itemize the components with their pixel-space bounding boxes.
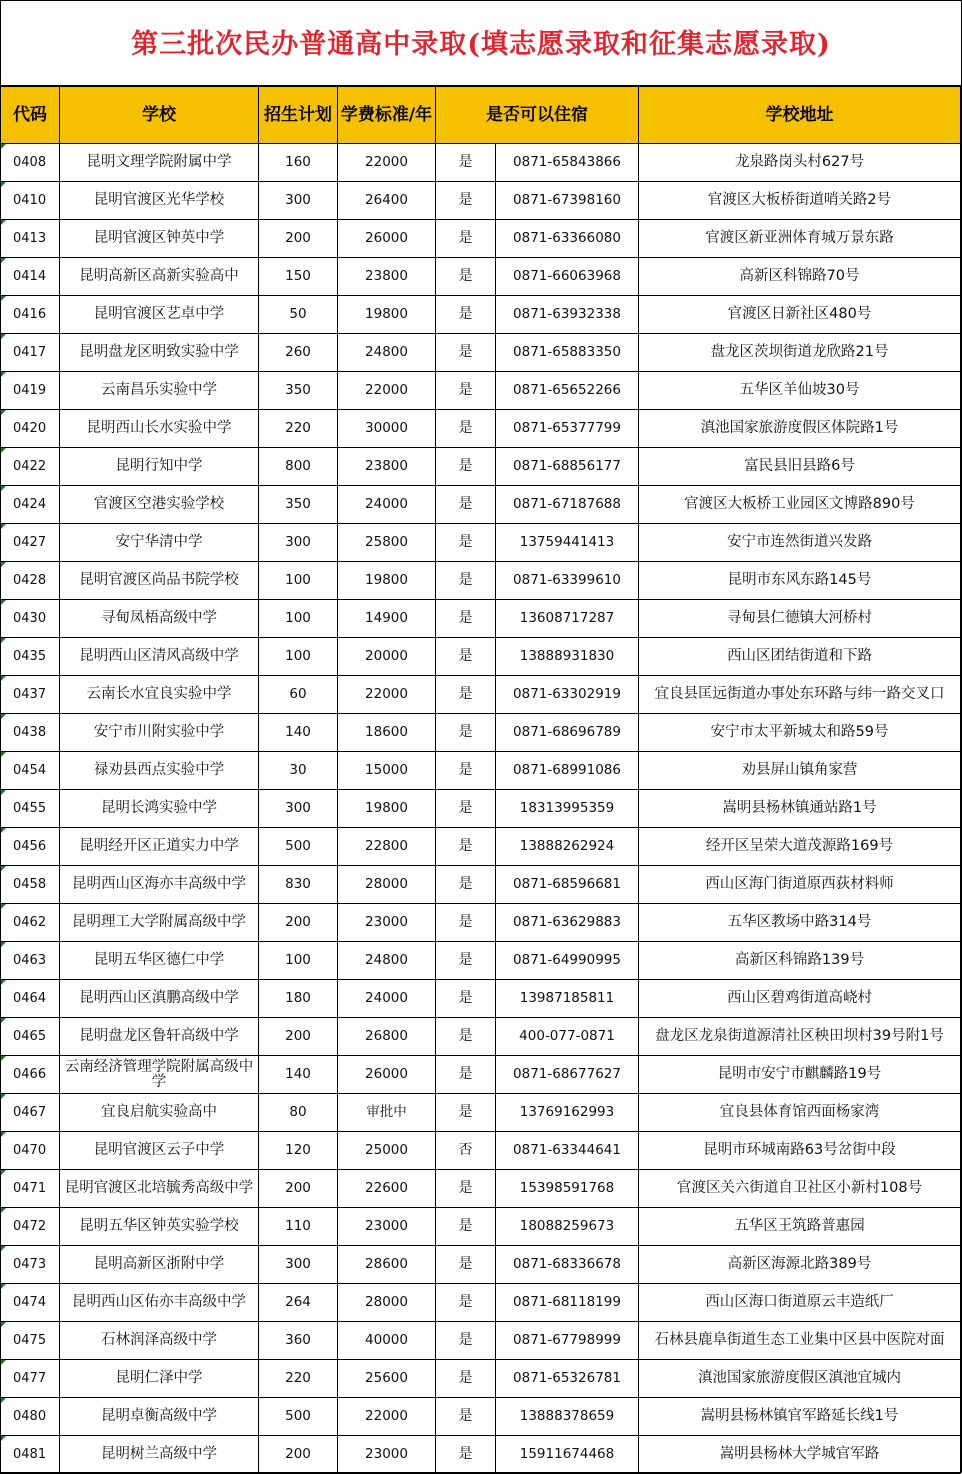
cell-plan: 264 — [259, 1284, 338, 1322]
table-row — [1, 676, 961, 714]
cell-code: 0430 — [1, 600, 60, 638]
cell-code: 0413 — [1, 220, 60, 258]
cell-school: 昆明行知中学 — [60, 448, 259, 486]
cell-school: 昆明经开区正道实力中学 — [60, 828, 259, 866]
cell-address: 五华区羊仙坡30号 — [639, 372, 961, 410]
cell-fee: 25000 — [338, 1132, 436, 1170]
table-row — [1, 334, 961, 372]
cell-fee: 24800 — [338, 334, 436, 372]
cell-code: 0454 — [1, 752, 60, 790]
cell-boarding: 是 — [436, 1208, 496, 1246]
cell-school: 昆明仁泽中学 — [60, 1360, 259, 1398]
cell-boarding: 是 — [436, 1284, 496, 1322]
cell-boarding: 是 — [436, 220, 496, 258]
table-row — [1, 144, 961, 182]
cell-phone: 0871-66063968 — [496, 258, 639, 296]
cell-plan: 80 — [259, 1094, 338, 1132]
cell-boarding: 是 — [436, 410, 496, 448]
cell-address: 昆明市环城南路63号岔街中段 — [639, 1132, 961, 1170]
cell-code: 0471 — [1, 1170, 60, 1208]
cell-school: 昆明高新区浙附中学 — [60, 1246, 259, 1284]
cell-boarding: 是 — [436, 562, 496, 600]
cell-phone: 15911674468 — [496, 1436, 639, 1474]
cell-phone: 0871-68677627 — [496, 1056, 639, 1094]
cell-fee: 24000 — [338, 486, 436, 524]
cell-fee: 28600 — [338, 1246, 436, 1284]
cell-code: 0408 — [1, 144, 60, 182]
table-row — [1, 486, 961, 524]
cell-address: 富民县旧县路6号 — [639, 448, 961, 486]
cell-code: 0455 — [1, 790, 60, 828]
cell-fee: 26400 — [338, 182, 436, 220]
cell-fee: 19800 — [338, 562, 436, 600]
cell-plan: 200 — [259, 1436, 338, 1474]
cell-school: 安宁市川附实验中学 — [60, 714, 259, 752]
cell-boarding: 否 — [436, 1132, 496, 1170]
cell-code: 0428 — [1, 562, 60, 600]
cell-boarding: 是 — [436, 790, 496, 828]
cell-plan: 140 — [259, 714, 338, 752]
cell-school: 昆明官渡区钟英中学 — [60, 220, 259, 258]
cell-school: 昆明高新区高新实验高中 — [60, 258, 259, 296]
cell-address: 安宁市连然街道兴发路 — [639, 524, 961, 562]
cell-fee: 22000 — [338, 144, 436, 182]
cell-address: 官渡区大板桥街道哨关路2号 — [639, 182, 961, 220]
cell-school: 石林润泽高级中学 — [60, 1322, 259, 1360]
table-row — [1, 448, 961, 486]
cell-fee: 30000 — [338, 410, 436, 448]
cell-school: 禄劝县西点实验中学 — [60, 752, 259, 790]
table-row — [1, 790, 961, 828]
cell-school: 昆明盘龙区明致实验中学 — [60, 334, 259, 372]
table-row — [1, 942, 961, 980]
cell-school: 昆明盘龙区鲁轩高级中学 — [60, 1018, 259, 1056]
table-row — [1, 220, 961, 258]
cell-boarding: 是 — [436, 638, 496, 676]
cell-address: 宜良县体育馆西面杨家湾 — [639, 1094, 961, 1132]
cell-phone: 400-077-0871 — [496, 1018, 639, 1056]
cell-phone: 0871-68118199 — [496, 1284, 639, 1322]
page-title: 第三批次民办普通高中录取(填志愿录取和征集志愿录取) — [1, 1, 961, 86]
cell-phone: 0871-68336678 — [496, 1246, 639, 1284]
cell-phone: 0871-63932338 — [496, 296, 639, 334]
cell-address: 西山区团结街道和下路 — [639, 638, 961, 676]
header-school: 学校 — [60, 87, 259, 144]
cell-boarding: 是 — [436, 486, 496, 524]
cell-address: 五华区教场中路314号 — [639, 904, 961, 942]
cell-code: 0474 — [1, 1284, 60, 1322]
table-row — [1, 1056, 961, 1094]
cell-code: 0422 — [1, 448, 60, 486]
table-row — [1, 752, 961, 790]
cell-address: 昆明市东风东路145号 — [639, 562, 961, 600]
table-row — [1, 182, 961, 220]
cell-school: 昆明官渡区尚品书院学校 — [60, 562, 259, 600]
cell-boarding: 是 — [436, 1398, 496, 1436]
cell-code: 0480 — [1, 1398, 60, 1436]
cell-fee: 26000 — [338, 220, 436, 258]
cell-address: 劝县屏山镇角家营 — [639, 752, 961, 790]
header-plan: 招生计划 — [259, 87, 338, 144]
cell-boarding: 是 — [436, 372, 496, 410]
cell-plan: 200 — [259, 220, 338, 258]
cell-school: 昆明西山区清风高级中学 — [60, 638, 259, 676]
cell-phone: 0871-67798999 — [496, 1322, 639, 1360]
cell-code: 0424 — [1, 486, 60, 524]
cell-school: 云南经济管理学院附属高级中学 — [60, 1056, 259, 1094]
table-row — [1, 1132, 961, 1170]
table-row — [1, 410, 961, 448]
cell-fee: 24800 — [338, 942, 436, 980]
cell-boarding: 是 — [436, 904, 496, 942]
cell-plan: 30 — [259, 752, 338, 790]
table-row — [1, 524, 961, 562]
cell-code: 0438 — [1, 714, 60, 752]
cell-code: 0473 — [1, 1246, 60, 1284]
cell-address: 官渡区关六街道自卫社区小新村108号 — [639, 1170, 961, 1208]
cell-school: 昆明西山区佑亦丰高级中学 — [60, 1284, 259, 1322]
cell-fee: 22600 — [338, 1170, 436, 1208]
cell-plan: 50 — [259, 296, 338, 334]
table-row — [1, 714, 961, 752]
table-row — [1, 562, 961, 600]
cell-fee: 19800 — [338, 296, 436, 334]
cell-fee: 40000 — [338, 1322, 436, 1360]
cell-fee: 22800 — [338, 828, 436, 866]
cell-phone: 13769162993 — [496, 1094, 639, 1132]
cell-code: 0464 — [1, 980, 60, 1018]
table-row — [1, 1208, 961, 1246]
cell-plan: 100 — [259, 942, 338, 980]
cell-school: 昆明卓衡高级中学 — [60, 1398, 259, 1436]
cell-school: 昆明文理学院附属中学 — [60, 144, 259, 182]
cell-school: 云南昌乐实验中学 — [60, 372, 259, 410]
cell-address: 昆明市安宁市麒麟路19号 — [639, 1056, 961, 1094]
table-row — [1, 638, 961, 676]
table-row — [1, 372, 961, 410]
cell-fee: 25600 — [338, 1360, 436, 1398]
cell-code: 0465 — [1, 1018, 60, 1056]
cell-boarding: 是 — [436, 600, 496, 638]
cell-boarding: 是 — [436, 1170, 496, 1208]
cell-code: 0466 — [1, 1056, 60, 1094]
cell-boarding: 是 — [436, 258, 496, 296]
cell-address: 嵩明县杨林镇通站路1号 — [639, 790, 961, 828]
cell-boarding: 是 — [436, 334, 496, 372]
cell-fee: 22000 — [338, 1398, 436, 1436]
cell-fee: 23000 — [338, 904, 436, 942]
cell-plan: 500 — [259, 828, 338, 866]
cell-address: 西山区海门街道原西荻材料师 — [639, 866, 961, 904]
cell-fee: 26800 — [338, 1018, 436, 1056]
cell-phone: 13888378659 — [496, 1398, 639, 1436]
cell-plan: 260 — [259, 334, 338, 372]
cell-boarding: 是 — [436, 182, 496, 220]
header-boarding: 是否可以住宿 — [436, 87, 639, 144]
table-row — [1, 600, 961, 638]
table-body — [1, 144, 961, 1474]
header-row — [1, 87, 961, 144]
cell-code: 0417 — [1, 334, 60, 372]
cell-fee: 19800 — [338, 790, 436, 828]
cell-phone: 13888262924 — [496, 828, 639, 866]
cell-boarding: 是 — [436, 1436, 496, 1474]
cell-code: 0458 — [1, 866, 60, 904]
table-row — [1, 866, 961, 904]
cell-address: 寻甸县仁德镇大河桥村 — [639, 600, 961, 638]
cell-code: 0472 — [1, 1208, 60, 1246]
table-row — [1, 1170, 961, 1208]
cell-address: 高新区科锦路139号 — [639, 942, 961, 980]
cell-plan: 830 — [259, 866, 338, 904]
cell-boarding: 是 — [436, 1056, 496, 1094]
cell-phone: 0871-63399610 — [496, 562, 639, 600]
cell-code: 0435 — [1, 638, 60, 676]
cell-code: 0462 — [1, 904, 60, 942]
cell-school: 昆明西山长水实验中学 — [60, 410, 259, 448]
cell-school: 昆明官渡区云子中学 — [60, 1132, 259, 1170]
cell-phone: 18088259673 — [496, 1208, 639, 1246]
cell-fee: 审批中 — [338, 1094, 436, 1132]
cell-fee: 22000 — [338, 676, 436, 714]
cell-plan: 220 — [259, 1360, 338, 1398]
cell-boarding: 是 — [436, 296, 496, 334]
cell-fee: 28000 — [338, 866, 436, 904]
cell-address: 嵩明县杨林大学城官军路 — [639, 1436, 961, 1474]
cell-plan: 200 — [259, 904, 338, 942]
cell-plan: 300 — [259, 182, 338, 220]
cell-phone: 0871-63366080 — [496, 220, 639, 258]
admission-table — [0, 86, 961, 1474]
cell-phone: 13987185811 — [496, 980, 639, 1018]
cell-school: 昆明西山区滇鹏高级中学 — [60, 980, 259, 1018]
cell-phone: 0871-63344641 — [496, 1132, 639, 1170]
cell-plan: 350 — [259, 372, 338, 410]
cell-address: 滇池国家旅游度假区滇池宜城内 — [639, 1360, 961, 1398]
cell-phone: 0871-68596681 — [496, 866, 639, 904]
cell-code: 0481 — [1, 1436, 60, 1474]
cell-fee: 23000 — [338, 1208, 436, 1246]
cell-plan: 100 — [259, 638, 338, 676]
cell-school: 昆明西山区海亦丰高级中学 — [60, 866, 259, 904]
cell-fee: 14900 — [338, 600, 436, 638]
cell-phone: 13888931830 — [496, 638, 639, 676]
cell-phone: 0871-65843866 — [496, 144, 639, 182]
cell-plan: 100 — [259, 600, 338, 638]
cell-boarding: 是 — [436, 676, 496, 714]
cell-code: 0456 — [1, 828, 60, 866]
cell-address: 宜良县匡远街道办事处东环路与纬一路交叉口 — [639, 676, 961, 714]
cell-plan: 150 — [259, 258, 338, 296]
cell-boarding: 是 — [436, 942, 496, 980]
cell-school: 昆明官渡区艺卓中学 — [60, 296, 259, 334]
cell-boarding: 是 — [436, 714, 496, 752]
cell-boarding: 是 — [436, 980, 496, 1018]
cell-phone: 0871-67398160 — [496, 182, 639, 220]
cell-address: 高新区科锦路70号 — [639, 258, 961, 296]
cell-fee: 26000 — [338, 1056, 436, 1094]
table-row — [1, 1094, 961, 1132]
cell-fee: 24000 — [338, 980, 436, 1018]
cell-address: 盘龙区茨坝街道龙欣路21号 — [639, 334, 961, 372]
cell-address: 龙泉路岗头村627号 — [639, 144, 961, 182]
cell-phone: 0871-68696789 — [496, 714, 639, 752]
cell-code: 0467 — [1, 1094, 60, 1132]
cell-fee: 20000 — [338, 638, 436, 676]
cell-plan: 120 — [259, 1132, 338, 1170]
table-row — [1, 828, 961, 866]
header-code: 代码 — [1, 87, 60, 144]
cell-address: 高新区海源北路389号 — [639, 1246, 961, 1284]
cell-address: 石林县鹿阜街道生态工业集中区县中医院对面 — [639, 1322, 961, 1360]
cell-plan: 800 — [259, 448, 338, 486]
cell-phone: 0871-68991086 — [496, 752, 639, 790]
cell-boarding: 是 — [436, 448, 496, 486]
cell-plan: 200 — [259, 1018, 338, 1056]
cell-school: 昆明官渡区光华学校 — [60, 182, 259, 220]
table-row — [1, 1436, 961, 1474]
cell-address: 西山区碧鸡街道高峣村 — [639, 980, 961, 1018]
cell-address: 嵩明县杨林镇官军路延长线1号 — [639, 1398, 961, 1436]
table-row — [1, 1284, 961, 1322]
cell-plan: 300 — [259, 790, 338, 828]
cell-fee: 25800 — [338, 524, 436, 562]
cell-phone: 0871-67187688 — [496, 486, 639, 524]
table-row — [1, 258, 961, 296]
cell-school: 宜良启航实验高中 — [60, 1094, 259, 1132]
cell-boarding: 是 — [436, 828, 496, 866]
cell-boarding: 是 — [436, 1322, 496, 1360]
cell-phone: 0871-63302919 — [496, 676, 639, 714]
cell-school: 安宁华清中学 — [60, 524, 259, 562]
cell-code: 0416 — [1, 296, 60, 334]
cell-boarding: 是 — [436, 752, 496, 790]
cell-plan: 160 — [259, 144, 338, 182]
cell-boarding: 是 — [436, 866, 496, 904]
cell-address: 西山区海口街道原云丰造纸厂 — [639, 1284, 961, 1322]
header-fee: 学费标准/年 — [338, 87, 436, 144]
cell-school: 云南长水宜良实验中学 — [60, 676, 259, 714]
cell-plan: 300 — [259, 524, 338, 562]
cell-address: 五华区王筑路普惠园 — [639, 1208, 961, 1246]
table-row — [1, 1398, 961, 1436]
cell-school: 寻甸凤梧高级中学 — [60, 600, 259, 638]
cell-phone: 0871-68856177 — [496, 448, 639, 486]
cell-code: 0420 — [1, 410, 60, 448]
cell-code: 0475 — [1, 1322, 60, 1360]
cell-address: 经开区呈荣大道茂源路169号 — [639, 828, 961, 866]
cell-code: 0477 — [1, 1360, 60, 1398]
table-row — [1, 1322, 961, 1360]
cell-plan: 350 — [259, 486, 338, 524]
cell-phone: 13759441413 — [496, 524, 639, 562]
cell-boarding: 是 — [436, 1018, 496, 1056]
cell-plan: 500 — [259, 1398, 338, 1436]
table-row — [1, 1018, 961, 1056]
cell-boarding: 是 — [436, 1246, 496, 1284]
cell-fee: 28000 — [338, 1284, 436, 1322]
cell-code: 0463 — [1, 942, 60, 980]
cell-boarding: 是 — [436, 1094, 496, 1132]
cell-plan: 140 — [259, 1056, 338, 1094]
cell-school: 官渡区空港实验学校 — [60, 486, 259, 524]
cell-address: 安宁市太平新城太和路59号 — [639, 714, 961, 752]
cell-phone: 0871-63629883 — [496, 904, 639, 942]
cell-code: 0410 — [1, 182, 60, 220]
cell-fee: 22000 — [338, 372, 436, 410]
cell-code: 0437 — [1, 676, 60, 714]
table-row — [1, 1246, 961, 1284]
cell-fee: 23000 — [338, 1436, 436, 1474]
cell-phone: 0871-65883350 — [496, 334, 639, 372]
cell-school: 昆明五华区德仁中学 — [60, 942, 259, 980]
cell-school: 昆明理工大学附属高级中学 — [60, 904, 259, 942]
cell-fee: 15000 — [338, 752, 436, 790]
cell-phone: 18313995359 — [496, 790, 639, 828]
cell-plan: 220 — [259, 410, 338, 448]
table-row — [1, 980, 961, 1018]
cell-plan: 300 — [259, 1246, 338, 1284]
cell-plan: 180 — [259, 980, 338, 1018]
cell-code: 0427 — [1, 524, 60, 562]
cell-phone: 15398591768 — [496, 1170, 639, 1208]
cell-fee: 23800 — [338, 258, 436, 296]
cell-fee: 23800 — [338, 448, 436, 486]
cell-phone: 0871-64990995 — [496, 942, 639, 980]
cell-boarding: 是 — [436, 524, 496, 562]
cell-code: 0470 — [1, 1132, 60, 1170]
cell-school: 昆明官渡区北培毓秀高级中学 — [60, 1170, 259, 1208]
cell-address: 滇池国家旅游度假区体院路1号 — [639, 410, 961, 448]
cell-plan: 60 — [259, 676, 338, 714]
cell-plan: 110 — [259, 1208, 338, 1246]
cell-fee: 18600 — [338, 714, 436, 752]
cell-address: 官渡区大板桥工业园区文博路890号 — [639, 486, 961, 524]
cell-school: 昆明长鸿实验中学 — [60, 790, 259, 828]
cell-plan: 100 — [259, 562, 338, 600]
cell-code: 0419 — [1, 372, 60, 410]
cell-phone: 0871-65326781 — [496, 1360, 639, 1398]
cell-school: 昆明五华区钟英实验学校 — [60, 1208, 259, 1246]
cell-plan: 200 — [259, 1170, 338, 1208]
cell-plan: 360 — [259, 1322, 338, 1360]
cell-phone: 0871-65377799 — [496, 410, 639, 448]
cell-boarding: 是 — [436, 1360, 496, 1398]
cell-address: 官渡区日新社区480号 — [639, 296, 961, 334]
table-row — [1, 296, 961, 334]
cell-phone: 0871-65652266 — [496, 372, 639, 410]
cell-school: 昆明树兰高级中学 — [60, 1436, 259, 1474]
header-address: 学校地址 — [639, 87, 961, 144]
cell-boarding: 是 — [436, 144, 496, 182]
cell-address: 官渡区新亚洲体育城万景东路 — [639, 220, 961, 258]
table-row — [1, 904, 961, 942]
cell-phone: 13608717287 — [496, 600, 639, 638]
table-row — [1, 1360, 961, 1398]
cell-code: 0414 — [1, 258, 60, 296]
cell-address: 盘龙区龙泉街道源清社区秧田坝村39号附1号 — [639, 1018, 961, 1056]
